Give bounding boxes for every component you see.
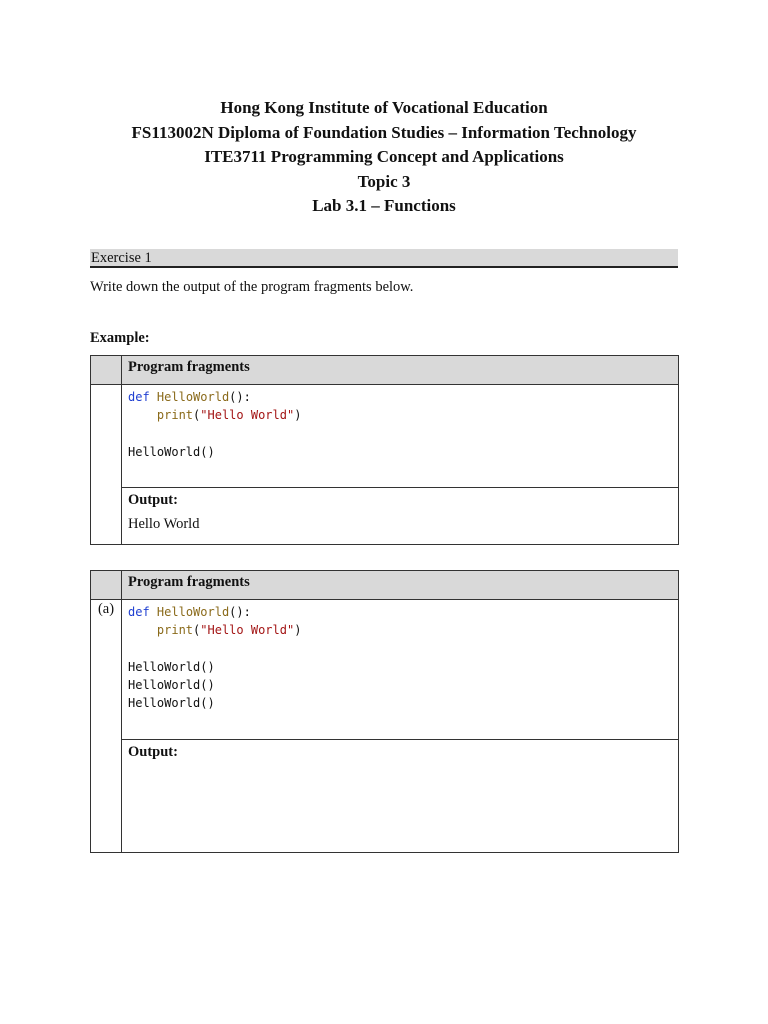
exercise-heading: Exercise 1 — [90, 249, 678, 268]
question-a-code-block: def HelloWorld(): print("Hello World") HelloWorld() HelloWorld() HelloWorld() — [122, 600, 679, 740]
example-output-label: Output: — [128, 492, 178, 508]
code-keyword: def — [128, 390, 150, 404]
example-output-cell — [122, 488, 679, 545]
topic-title: Topic 3 — [357, 171, 411, 191]
example-code-block: def HelloWorld(): print("Hello World") HelloWorld() — [122, 385, 679, 488]
code-builtin: print — [156, 408, 194, 423]
code-builtin: print — [156, 623, 194, 638]
exercise-instruction: Write down the output of the program fragments below. — [90, 279, 414, 295]
programme-name: FS113002N Diploma of Foundation Studies – Information Technology — [131, 122, 637, 142]
module-name: ITE3711 Programming Concept and Applications — [204, 147, 564, 167]
example-label: Example: — [90, 330, 150, 346]
question-a-output-label: Output: — [128, 744, 178, 760]
lab-title: Lab 3.1 – Functions — [312, 196, 456, 216]
code-function-name: HelloWorld — [156, 605, 230, 619]
example-output-value: Hello World — [128, 516, 200, 532]
example-number-header-cell — [91, 356, 122, 385]
code-punct: (): — [229, 605, 251, 619]
example-table — [90, 355, 679, 545]
question-a-output-cell[interactable] — [122, 740, 679, 853]
code-string: "Hello World" — [200, 408, 295, 423]
code-call: HelloWorld() — [128, 444, 215, 459]
code-call: HelloWorld() — [128, 659, 215, 674]
example-fragments-header: Program fragments — [122, 356, 679, 385]
code-call: HelloWorld() — [128, 678, 215, 693]
question-a-fragments-header: Program fragments — [122, 571, 679, 600]
question-a-label: (a) — [91, 600, 122, 853]
code-function-name: HelloWorld — [156, 390, 230, 404]
institution-name: Hong Kong Institute of Vocational Education — [220, 98, 548, 117]
code-string: "Hello World" — [200, 623, 295, 638]
question-a-number-header-cell — [91, 571, 122, 600]
code-punct: (): — [229, 390, 251, 404]
code-keyword: def — [128, 605, 150, 619]
question-a-table — [90, 570, 679, 853]
example-number-cell — [91, 385, 122, 545]
document-header — [0, 96, 768, 219]
code-call: HelloWorld() — [128, 696, 215, 711]
